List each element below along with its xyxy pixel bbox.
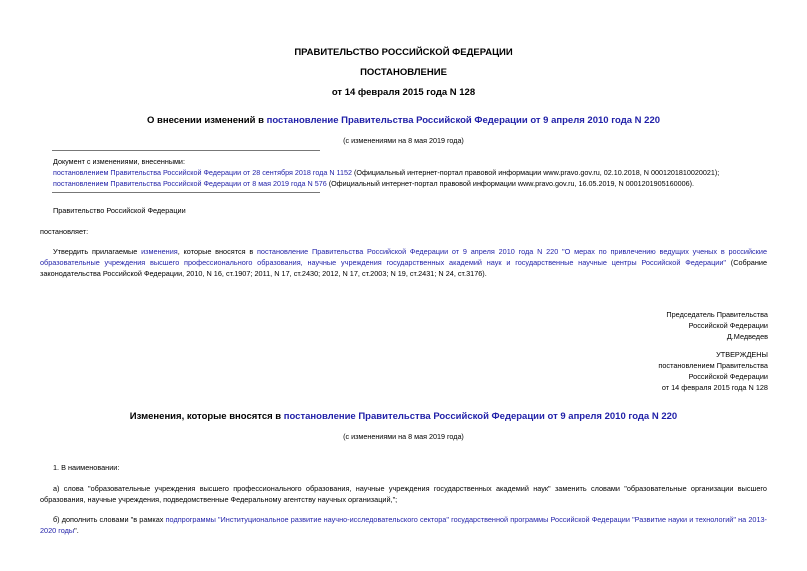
approval-line-2: постановлением Правительства	[658, 361, 768, 370]
document-title	[0, 115, 807, 126]
decrees-line: постановляет:	[40, 227, 89, 236]
p1-text-c: (Собрание законодательства Российской Федерации, 2010, N 16, ст.1907; 2011, N 17, ст.2430; 2012, N 17, ст.2003; N 19, ст.2431; N 24, ст.3176).	[40, 258, 767, 278]
amendment-link-2[interactable]: постановлением Правительства Российской Федерации от 8 мая 2019 года N 576	[53, 179, 327, 188]
amendments-intro: Документ с изменениями, внесенными:	[53, 157, 185, 166]
document-type: ПОСТАНОВЛЕНИЕ	[360, 67, 447, 78]
changes-item-b	[40, 514, 767, 536]
amendments-block	[53, 156, 773, 189]
amendment-source-2: (Официальный интернет-портал правовой информации www.pravo.gov.ru, 16.05.2019, N 0001201905160006).	[326, 179, 694, 188]
document-date-number: от 14 февраля 2015 года N 128	[331, 87, 476, 98]
p1-text-a: Утвердить прилагаемые	[53, 247, 142, 256]
amendment-link-1[interactable]: постановлением Правительства Российской Федерации от 28 сентября 2018 года N 1152	[53, 168, 353, 177]
signature-org: Российской Федерации	[688, 321, 768, 330]
item-b-link[interactable]: подпрограммы "Институциональное развитие научно-исследовательского сектора" государственной программы Российской Федерации "Развитие науки и технологий" на 2013-2020 годы	[40, 515, 767, 535]
p1-link-decree[interactable]: постановление Правительства Российской Федерации от 9 апреля 2010 года N 220 "О мерах по привлечению ведущих ученых в российские образовательные учреждения высшего профессионального образования, научные учреждения государственных академий наук и государственные научные центры Российской Федерации"	[40, 247, 768, 267]
divider-top	[52, 150, 320, 151]
changes-title-link[interactable]: постановление Правительства Российской Федерации от 9 апреля 2010 года N 220	[283, 411, 678, 422]
p1-link-changes[interactable]: изменения	[141, 247, 178, 256]
divider-bottom	[52, 192, 320, 193]
title-prefix: О внесении изменений в	[146, 115, 267, 126]
signature-title: Председатель Правительства	[666, 310, 768, 319]
changes-item-a: а) слова "образовательные учреждения высшего профессионального образования, научные учреждения государственных академий наук" заменить словами "образовательные организации высшего образования, научные учреждения, подведомственные Федеральному агентству научных организаций,";	[40, 484, 767, 504]
changes-title	[0, 411, 807, 422]
revision-note: (с изменениями на 8 мая 2019 года)	[343, 136, 464, 145]
main-paragraph	[40, 246, 767, 279]
amendment-item-1	[53, 167, 773, 178]
signature-name: Д.Медведев	[726, 332, 768, 341]
approval-heading: УТВЕРЖДЕНЫ	[716, 350, 768, 359]
changes-revision-note: (с изменениями на 8 мая 2019 года)	[343, 432, 464, 441]
approval-date: от 14 февраля 2015 года N 128	[661, 383, 768, 392]
approval-block	[658, 349, 768, 393]
amendment-item-2	[53, 178, 773, 189]
changes-item-1: 1. В наименовании:	[53, 463, 120, 472]
signature-block	[666, 309, 768, 342]
approval-line-3: Российской Федерации	[688, 372, 768, 381]
government-line: Правительство Российской Федерации	[53, 206, 186, 215]
item-b-text-1: б) дополнить словами "в рамках	[53, 515, 166, 524]
amendment-source-1: (Официальный интернет-портал правовой информации www.pravo.gov.ru, 02.10.2018, N 0001201810020021);	[352, 168, 720, 177]
changes-title-prefix: Изменения, которые вносятся в	[129, 411, 284, 422]
item-b-text-2: ".	[74, 526, 79, 535]
government-heading: ПРАВИТЕЛЬСТВО РОССИЙСКОЙ ФЕДЕРАЦИИ	[294, 47, 513, 58]
title-link[interactable]: постановление Правительства Российской Федерации от 9 апреля 2010 года N 220	[266, 115, 661, 126]
p1-text-b: , которые вносятся в	[177, 247, 257, 256]
